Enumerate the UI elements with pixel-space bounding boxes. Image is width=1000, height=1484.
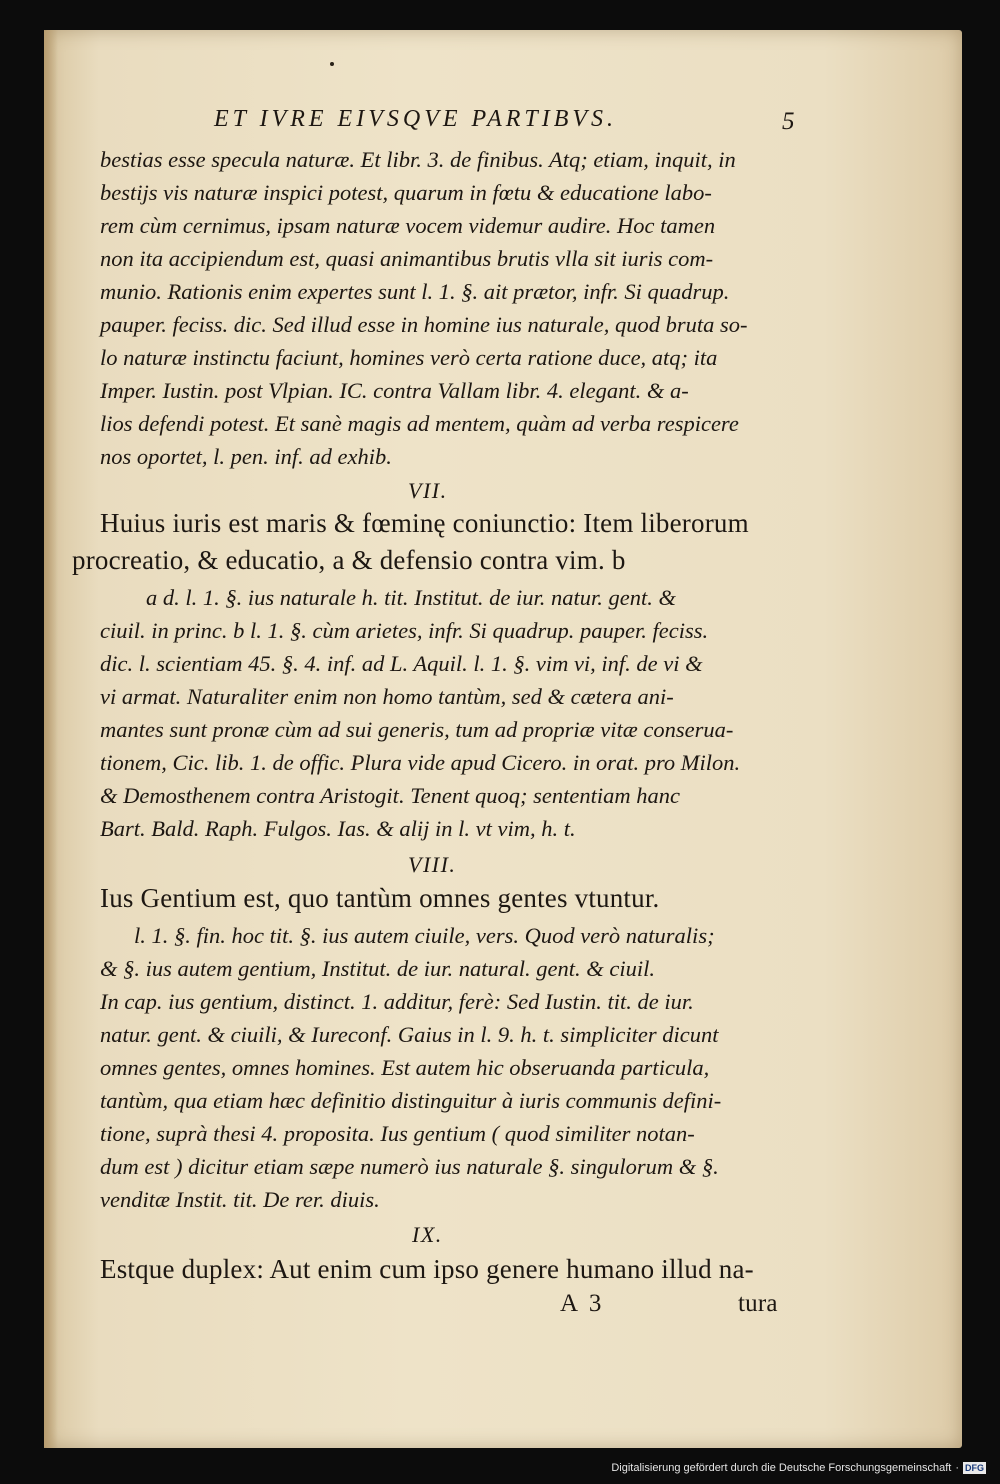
commentary-line: vi armat. Naturaliter enim non homo tantùm, sed & cætera ani- [100,684,674,709]
thesis-line: Ius Gentium est, quo tantùm omnes gentes vtuntur. [100,883,660,913]
text-line: lios defendi potest. Et sanè magis ad mentem, quàm ad verba respicere [100,411,739,436]
catchword: tura [738,1290,778,1317]
commentary-line: omnes gentes, omnes homines. Est autem hic obseruanda particula, [100,1055,710,1080]
commentary-line: tione, suprà thesi 4. proposita. Ius gentium ( quod similiter notan- [100,1121,695,1146]
text-line: pauper. feciss. dic. Sed illud esse in homine ius naturale, quod bruta so- [100,312,748,337]
text-line: non ita accipiendum est, quasi animantibus brutis vlla sit iuris com- [100,246,714,271]
commentary-line: In cap. ius gentium, distinct. 1. additur, ferè: Sed Iustin. tit. de iur. [100,989,694,1014]
dfg-logo-icon: DFG [965,1463,984,1473]
commentary-line: venditæ Instit. tit. De rer. diuis. [100,1187,380,1212]
section-number: VII. [408,478,448,503]
commentary-line: dic. l. scientiam 45. §. 4. inf. ad L. Aquil. l. 1. §. vim vi, inf. de vi & [100,651,703,676]
text-line: nos oportet, l. pen. inf. ad exhib. [100,444,392,469]
commentary-line: tantùm, qua etiam hæc definitio distinguitur à iuris communis defini- [100,1088,722,1113]
commentary-line: Bart. Bald. Raph. Fulgos. Ias. & alij in l. vt vim, h. t. [100,816,576,841]
commentary-line: l. 1. §. fin. hoc tit. §. ius autem ciuile, vers. Quod verò naturalis; [134,923,715,948]
page-number: 5 [782,108,795,135]
signature-mark: A 3 [560,1290,605,1317]
page-gutter-shadow [44,30,58,1448]
thesis-line: procreatio, & educatio, a & defensio contra vim. b [72,545,626,575]
commentary-line: dum est ) dicitur etiam sæpe numerò ius naturale §. singulorum & §. [100,1154,719,1179]
commentary-line: & Demosthenem contra Aristogit. Tenent quoq; sententiam hanc [100,783,680,808]
text-line: bestias esse specula naturæ. Et libr. 3. de finibus. Atq; etiam, inquit, in [100,147,736,172]
section-number: VIII. [408,852,457,877]
text-line: bestijs vis naturæ inspici potest, quarum in fœtu & educatione labo- [100,180,712,205]
text-line: Imper. Iustin. post Vlpian. IC. contra Vallam libr. 4. elegant. & a- [100,378,689,403]
text-line: munio. Rationis enim expertes sunt l. 1. §. ait prætor, infr. Si quadrup. [100,279,730,304]
thesis-line: Estque duplex: Aut enim cum ipso genere humano illud na- [100,1254,754,1284]
text-line: lo naturæ instinctu faciunt, homines verò certa ratione duce, atq; ita [100,345,718,370]
commentary-line: mantes sunt pronæ cùm ad sui generis, tum ad propriæ vitæ conserua- [100,717,734,742]
footer-credit: Digitalisierung gefördert durch die Deutsche Forschungsgemeinschaft [611,1462,952,1474]
running-title: ET IVRE EIVSQVE PARTIBVS. [214,106,618,132]
ink-speck [330,62,334,66]
commentary-line: tionem, Cic. lib. 1. de offic. Plura vide apud Cicero. in orat. pro Milon. [100,750,741,775]
commentary-line: & §. ius autem gentium, Institut. de iur. natural. gent. & ciuil. [100,956,655,981]
commentary-line: natur. gent. & ciuili, & Iureconf. Gaius in l. 9. h. t. simpliciter dicunt [100,1022,719,1047]
digitization-footer [611,1462,986,1474]
thesis-line: Huius iuris est maris & fœminę coniunctio: Item liberorum [100,508,749,538]
commentary-line: ciuil. in princ. b l. 1. §. cùm arietes, infr. Si quadrup. pauper. feciss. [100,618,709,643]
text-line: rem cùm cernimus, ipsam naturæ vocem videmur audire. Hoc tamen [100,213,716,238]
footer-separator: · [955,1462,959,1474]
section-number: IX. [412,1222,443,1247]
commentary-line: a d. l. 1. §. ius naturale h. tit. Institut. de iur. natur. gent. & [146,585,677,610]
